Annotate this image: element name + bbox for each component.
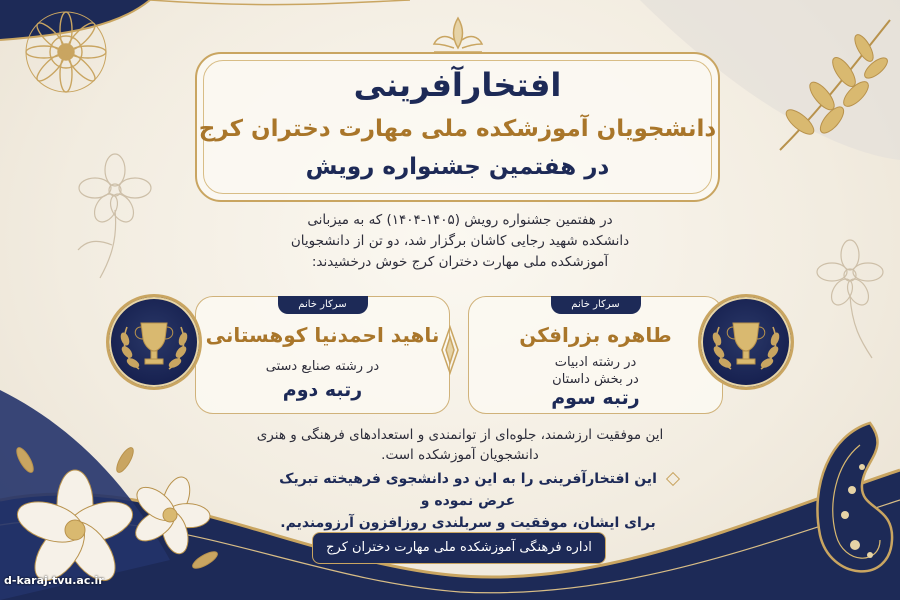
winner-rank: رتبه سوم [551,387,640,409]
website-watermark: d-karaj.tvu.ac.ir [4,574,104,587]
achievement-line: این موفقیت ارزشمند، جلوه‌ای از توانمندی و استعدادهای فرهنگی و هنری [256,427,664,443]
intro-line: دانشکده شهید رجایی کاشان برگزار شد، دو تن از دانشجویان [290,233,630,249]
winner-title-badge: سرکار خانم [551,296,641,314]
header-ornament-icon [430,14,486,56]
achievement-paragraph [240,425,680,465]
flower-ornament-icon [60,150,170,280]
winner-name: طاهره بزرافکن [519,323,672,347]
achievement-line: دانشجویان آموزشکده است. [381,447,539,463]
congrats-line: این افتخارآفرینی را به این دو دانشجوی فرهیخته تبریک عرض نموده و [279,471,657,509]
page-subtitle: دانشجویان آموزشکده ملی مهارت دختران کرج [198,116,717,142]
winner-field: در رشته صنایع دستی [265,359,380,374]
winner-field: در رشته ادبیات [554,355,637,370]
trophy-medal-right [698,294,794,390]
winner-card-second-place [195,296,450,414]
divider-ornament-icon [440,325,460,375]
paisley-ornament-icon [800,415,900,595]
leaf-ornament-icon [760,10,900,160]
page-title: افتخارآفرینی [353,66,562,104]
winner-card-third-place [468,296,723,414]
footer-signature: اداره فرهنگی آموزشکده ملی مهارت دختران کرج [312,532,606,564]
intro-line: آموزشکده ملی مهارت دختران کرج خوش درخشیدند: [311,254,609,270]
winner-title-badge: سرکار خانم [278,296,368,314]
intro-paragraph [240,210,680,273]
congratulations-message [268,468,668,534]
winner-section: در بخش داستان [552,372,639,387]
trophy-medal-left [106,294,202,390]
winner-rank: رتبه دوم [282,379,363,401]
festival-subtitle: در هفتمین جشنواره رویش [305,154,610,180]
flower-ornament-icon [5,420,225,600]
trophy-icon [701,297,791,387]
flower-ornament-icon [800,230,900,360]
intro-line: در هفتمین جشنواره رویش (۱۴۰۵-۱۴۰۴) که به میزبانی [307,212,613,228]
mandala-ornament-icon [22,8,110,96]
winner-name: ناهید احمدنیا کوهستانی [205,323,440,347]
congrats-line: برای ایشان، موفقیت و سربلندی روزافزون آرزومندیم. [280,515,656,531]
trophy-icon [109,297,199,387]
